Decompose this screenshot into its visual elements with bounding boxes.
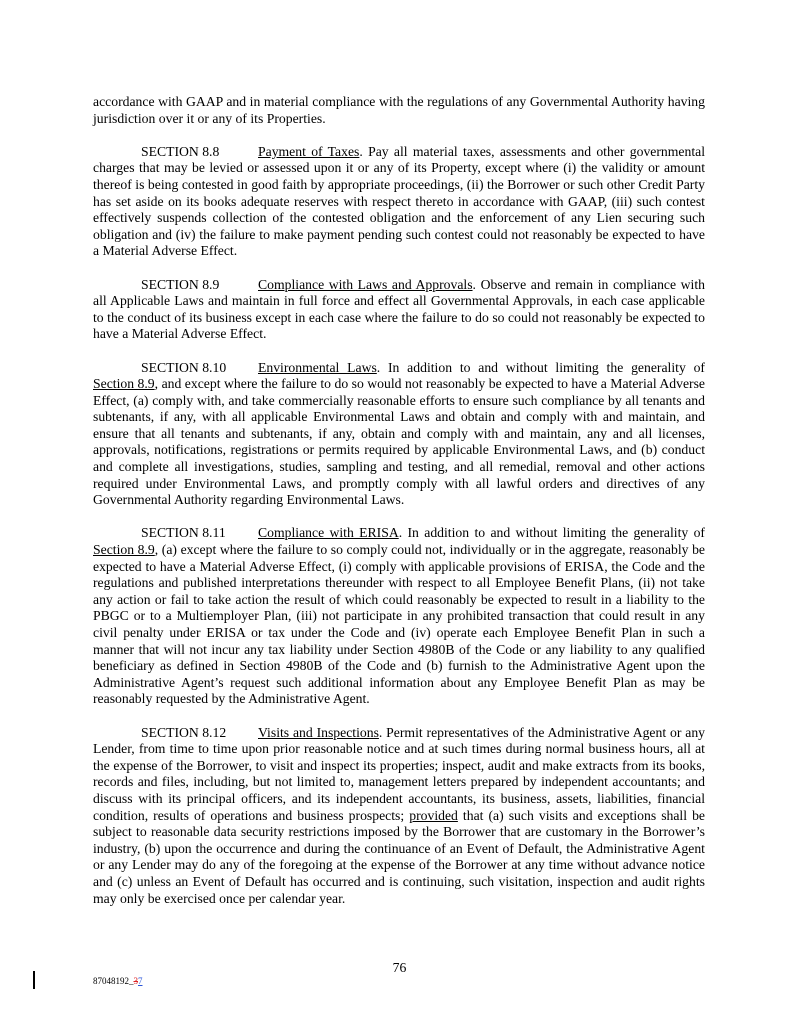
section-title: Compliance with Laws and Approvals bbox=[258, 276, 473, 292]
section-text: , and except where the failure to do so would not reasonably be expected to have a Material Adverse Effect, (a) comply with, and take commercially reasonable efforts to ensure such compliance by all tenants and subtenants, if any, with all applicable Environmental Laws and obtain and comply with and maintain, and ensure that all tenants and subtenants, if any, obtain and comply with and maintain, any and all licenses, approvals, notifications, registrations or permits required by applicable Environmental Laws, and (b) conduct and complete all investigations, studies, sampling and testing, and all remedial, removal and other actions required under Environmental Laws, and promptly comply with all lawful orders and directives of any Governmental Authority regarding Environmental Laws. bbox=[93, 376, 705, 508]
section-number: SECTION 8.11 bbox=[141, 525, 226, 541]
section-text: . Pay all material taxes, assessments and other governmental charges that may be levied or assessed upon it or any of its Property, except where (i) the validity or amount thereof is being contested in good faith by appropriate proceedings, (ii) the Borrower or such other Credit Party has set aside on its books adequate reserves with respect thereto in accordance with GAAP, (iii) such contest effectively suspends collection of the contested obligation and the enforcement of any Lien securing such obligation and (iv) the failure to make payment pending such contest could not reasonably be expected to have a Material Adverse Effect. bbox=[93, 143, 706, 259]
section-reference: Section 8.9 bbox=[93, 376, 155, 392]
doc-id: 87048192_ bbox=[93, 976, 134, 986]
section-reference: Section 8.9 bbox=[93, 542, 155, 558]
section-text: that (a) such visits and exceptions shall be subject to reasonable data security restrictions imposed by the Borrower that are customary in the Borrower’s industry, (b) upon the occurrence and during the continuance of an Event of Default, the Administrative Agent or any Lender may do any of the foregoing at the expense of the Borrower at any time without advance notice and (c) unless an Event of Default has occurred and is continuing, such visitation, inspection and audit rights may only be exercised once per calendar year. bbox=[93, 807, 706, 906]
page-number: 76 bbox=[392, 960, 407, 975]
inserted-revision-text: 7 bbox=[138, 976, 143, 986]
intro-paragraph: accordance with GAAP and in material compliance with the regulations of any Governmental Authority having jurisdiction over it or any of its Properties. bbox=[93, 94, 705, 126]
section-title: Compliance with ERISA bbox=[258, 525, 399, 541]
section-title: Payment of Taxes bbox=[258, 143, 360, 159]
proviso-term: provided bbox=[409, 807, 458, 823]
section-title: Environmental Laws bbox=[258, 359, 377, 375]
section-text: , (a) except where the failure to so comply could not, individually or in the aggregate, reasonably be expected to have a Material Adverse Effect, (i) comply with applicable provisions of ERISA, the Code and the regulations and published interpretations thereunder with respect to all Employee Benefit Plans, (ii) not take any action or fail to take action the result of which could reasonably be expected to result in a liability to the PBGC or to a Multiemployer Plan, (iii) not participate in any prohibited transaction that could result in any civil penalty under ERISA or tax under the Code and (iv) operate each Employee Benefit Plan in such a manner that will not incur any tax liability under Section 4980B of the Code or any liability to any qualified beneficiary as defined in Section 4980B of the Code and (b) furnish to the Administrative Agent upon the Administrative Agent’s request such additional information about any Employee Benefit Plan as may be reasonably requested by the Administrative Agent. bbox=[93, 542, 705, 707]
section-title: Visits and Inspections bbox=[258, 724, 379, 740]
section-number: SECTION 8.8 bbox=[141, 143, 220, 159]
revision-change-bar bbox=[33, 971, 35, 989]
section-number: SECTION 8.12 bbox=[141, 724, 227, 740]
section-8-11 bbox=[93, 525, 705, 708]
section-8-12 bbox=[93, 725, 705, 908]
section-text: . In addition to and without limiting the generality of bbox=[398, 525, 705, 541]
section-8-9 bbox=[93, 277, 705, 343]
section-8-8 bbox=[93, 144, 705, 260]
section-text: . In addition to and without limiting the generality of bbox=[376, 359, 705, 375]
document-body bbox=[93, 94, 705, 924]
document-id-footer bbox=[93, 976, 143, 986]
section-number: SECTION 8.10 bbox=[141, 359, 227, 375]
section-8-10 bbox=[93, 360, 705, 509]
section-number: SECTION 8.9 bbox=[141, 276, 220, 292]
section-text: . Observe and remain in compliance with all Applicable Laws and maintain in full force and effect all Governmental Approvals, in each case applicable to the conduct of its business except in each case where the failure to do so could not reasonably be expected to have a Material Adverse Effect. bbox=[93, 276, 705, 342]
deleted-revision-text: 3 bbox=[133, 976, 138, 986]
section-text: . Permit representatives of the Administrative Agent or any Lender, from time to time upon prior reasonable notice and at such times during normal business hours, all at the expense of the Borrower, to visit and inspect its properties; inspect, audit and make extracts from its books, records and files, including, but not limited to, management letters prepared by independent accountants; and discuss with its principal officers, and its independent accountants, its business, assets, liabilities, financial condition, results of operations and business prospects; bbox=[93, 724, 706, 823]
